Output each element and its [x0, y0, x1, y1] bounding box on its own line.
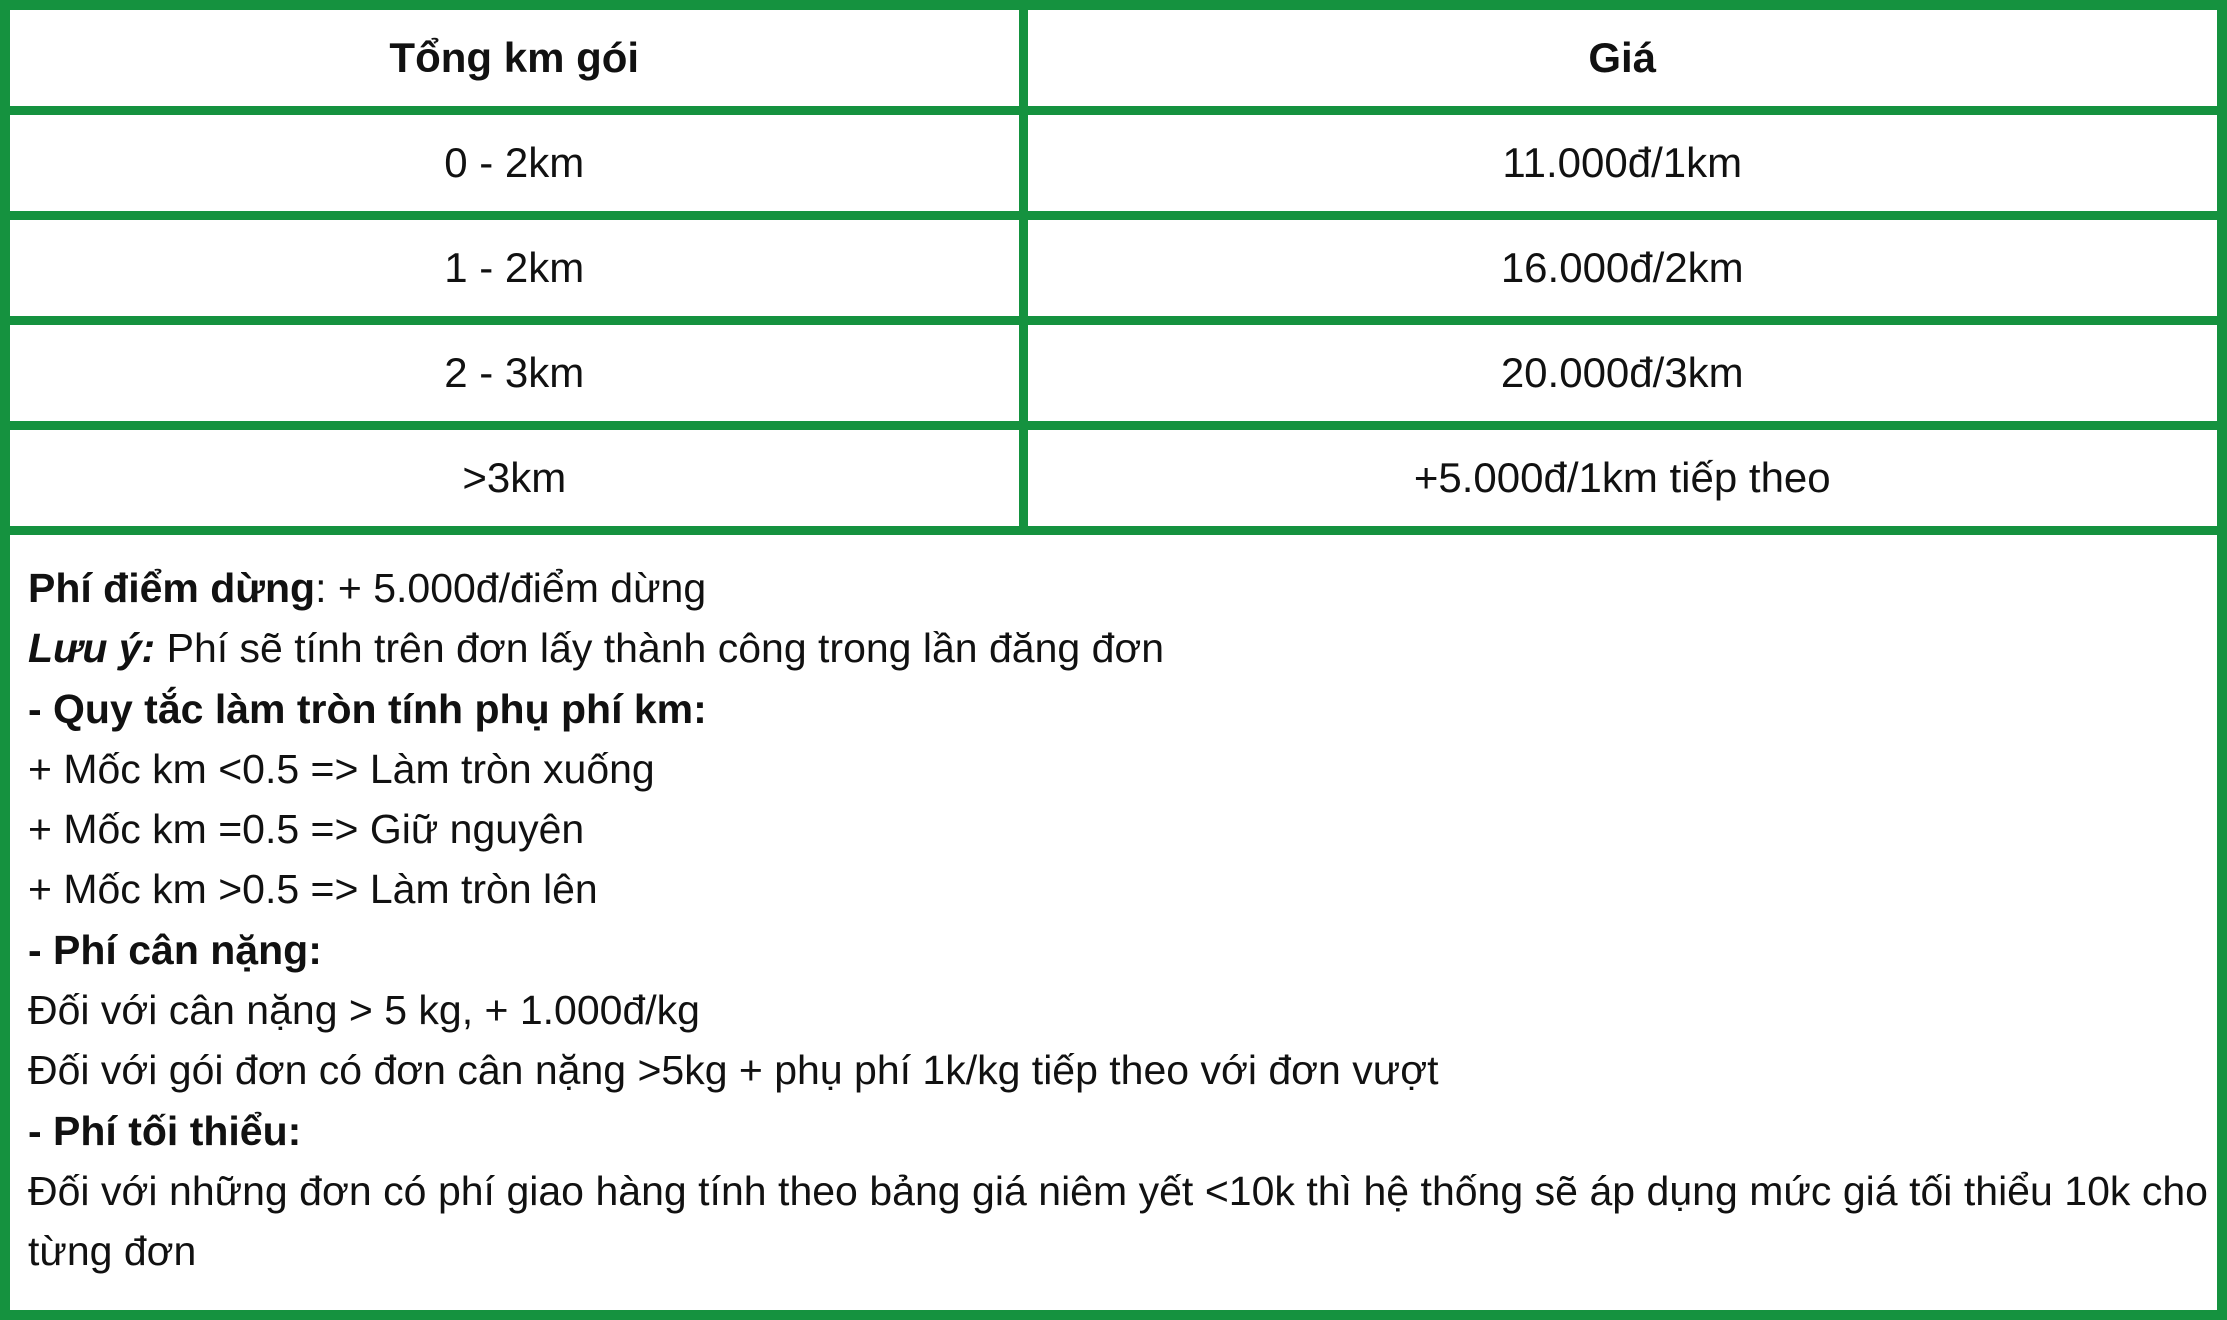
table-row — [10, 111, 2217, 216]
cell-price: 16.000đ/2km — [1023, 216, 2217, 321]
cell-km-range: 0 - 2km — [10, 111, 1023, 216]
header-price: Giá — [1023, 10, 2217, 111]
header-total-km: Tổng km gói — [10, 10, 1023, 111]
rounding-rule: + Mốc km =0.5 => Giữ nguyên — [28, 806, 585, 853]
note-line — [28, 618, 2208, 678]
weight-line: Đối với cân nặng > 5 kg, + 1.000đ/kg — [28, 987, 700, 1034]
table-row — [10, 426, 2217, 531]
cell-km-range: 1 - 2km — [10, 216, 1023, 321]
rounding-rule: + Mốc km <0.5 => Làm tròn xuống — [28, 745, 655, 792]
minimum-text: Đối với những đơn có phí giao hàng tính theo bảng giá niêm yết <10k thì hệ thống sẽ áp dụng mức giá tối thiểu 10k cho từng đơn — [28, 1167, 2208, 1275]
cell-price: +5.000đ/1km tiếp theo — [1023, 426, 2217, 531]
table-header-row — [10, 10, 2217, 111]
cell-km-range: >3km — [10, 426, 1023, 531]
cell-price: 20.000đ/3km — [1023, 321, 2217, 426]
weight-title: - Phí cân nặng: — [28, 926, 322, 973]
cell-km-range: 2 - 3km — [10, 321, 1023, 426]
note-text: Phí sẽ tính trên đơn lấy thành công trong lần đăng đơn — [155, 625, 1165, 672]
table-row — [10, 216, 2217, 321]
cell-price: 11.000đ/1km — [1023, 111, 2217, 216]
note-label: Lưu ý: — [28, 625, 156, 672]
table-row — [10, 321, 2217, 426]
rounding-title: - Quy tắc làm tròn tính phụ phí km: — [28, 685, 707, 732]
minimum-title: - Phí tối thiểu: — [28, 1107, 302, 1154]
fee-notes — [28, 558, 2208, 1282]
stop-fee-label: Phí điểm dừng — [28, 565, 316, 611]
stop-fee-line — [28, 558, 2208, 618]
weight-line: Đối với gói đơn có đơn cân nặng >5kg + phụ phí 1k/kg tiếp theo với đơn vượt — [28, 1047, 1439, 1094]
rounding-rule: + Mốc km >0.5 => Làm tròn lên — [28, 866, 598, 913]
stop-fee-value: : + 5.000đ/điểm dừng — [315, 565, 707, 611]
pricing-table — [10, 10, 2217, 535]
